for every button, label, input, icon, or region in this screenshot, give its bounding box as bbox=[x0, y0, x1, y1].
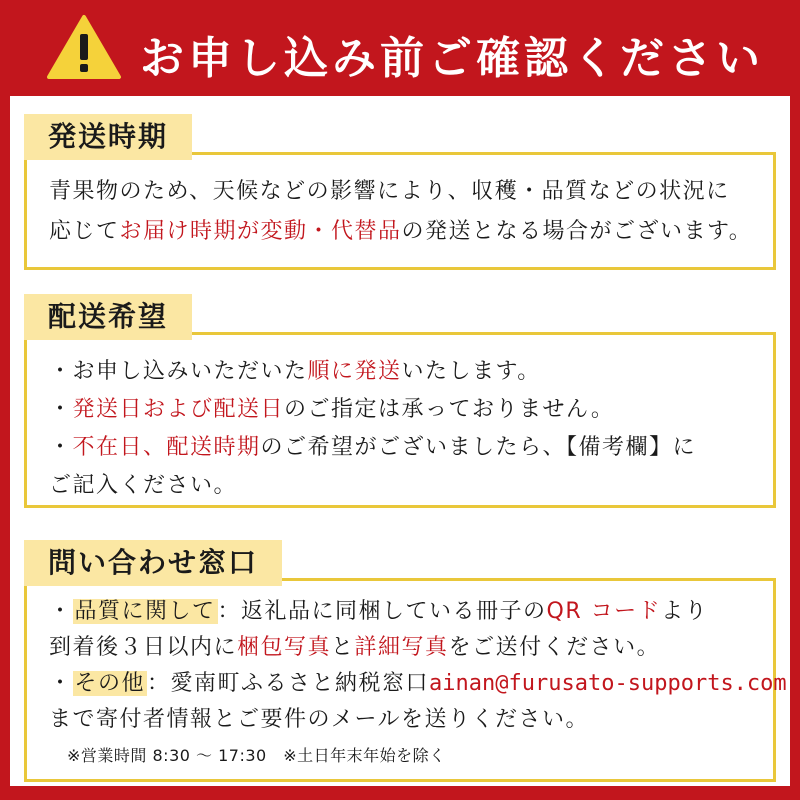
contact-item-quality bbox=[49, 597, 708, 627]
highlight-label: 品質に関して bbox=[74, 599, 216, 624]
section-tag-shipping-period: 発送時期 bbox=[24, 114, 192, 160]
warning-icon bbox=[46, 14, 122, 80]
emphasis-text: QR コード bbox=[546, 599, 662, 624]
contact-email-link[interactable]: ainan@furusato-supports.com bbox=[429, 671, 787, 696]
header-title: お申し込み前ご確認ください bbox=[140, 33, 764, 84]
text-segment: ご記入ください。 bbox=[49, 473, 238, 498]
text-segment: より bbox=[661, 599, 709, 624]
text-segment: ・ bbox=[49, 671, 73, 696]
contact-item-continuation bbox=[49, 633, 660, 663]
text-line bbox=[49, 177, 730, 207]
text-segment: ・ bbox=[49, 435, 73, 460]
section-shipping-period bbox=[24, 114, 776, 274]
emphasis-text: 詳細写真 bbox=[354, 635, 449, 660]
text-segment: と bbox=[331, 635, 355, 660]
section-contact bbox=[24, 540, 787, 782]
business-hours-note: ※営業時間 8:30 ～ 17:30 ※土日年末年始を除く bbox=[67, 746, 446, 765]
text-segment: の発送となる場合がございます。 bbox=[401, 219, 753, 244]
text-segment: のご希望がございましたら、【備考欄】に bbox=[260, 435, 697, 460]
emphasis-text: 梱包写真 bbox=[237, 635, 332, 660]
bullet-item-continuation bbox=[49, 471, 237, 501]
text-line bbox=[49, 217, 752, 247]
section-box bbox=[24, 578, 787, 782]
text-segment: ・ bbox=[49, 599, 73, 624]
text-segment: ・お申し込みいただいた bbox=[49, 359, 308, 384]
text-segment: まで寄付者情報とご要件のメールを送りください。 bbox=[49, 707, 590, 732]
emphasis-text: お届け時期が変動・代替品 bbox=[119, 219, 402, 244]
content-panel bbox=[10, 96, 790, 786]
text-segment: いたします。 bbox=[401, 359, 541, 384]
section-box bbox=[24, 332, 776, 508]
section-tag-contact: 問い合わせ窓口 bbox=[24, 540, 282, 586]
text-segment: ：返礼品に同梱している冊子の bbox=[217, 599, 547, 624]
contact-item-other bbox=[49, 669, 787, 699]
section-tag-delivery-preference: 配送希望 bbox=[24, 294, 192, 340]
emphasis-text: 順に発送 bbox=[307, 359, 402, 384]
text-segment: 応じて bbox=[49, 219, 120, 244]
bullet-item bbox=[49, 395, 614, 425]
section-delivery-preference bbox=[24, 294, 776, 509]
text-segment: ・ bbox=[49, 397, 73, 422]
text-segment: のご指定は承っておりません。 bbox=[284, 397, 615, 422]
text-segment: 青果物のため、天候などの影響により、収穫・品質などの状況に bbox=[49, 179, 730, 204]
text-segment: ：愛南町ふるさと納税窓口 bbox=[147, 671, 430, 696]
bullet-item bbox=[49, 433, 696, 463]
emphasis-text: 発送日および配送日 bbox=[72, 397, 285, 422]
header-banner bbox=[0, 0, 800, 96]
section-box bbox=[24, 152, 776, 270]
contact-item-continuation bbox=[49, 705, 589, 735]
highlight-label: その他 bbox=[74, 671, 146, 696]
emphasis-text: 不在日、配送時期 bbox=[72, 435, 261, 460]
text-segment: をご送付ください。 bbox=[448, 635, 661, 660]
text-segment: 到着後３日以内に bbox=[49, 635, 238, 660]
bullet-item bbox=[49, 357, 541, 387]
